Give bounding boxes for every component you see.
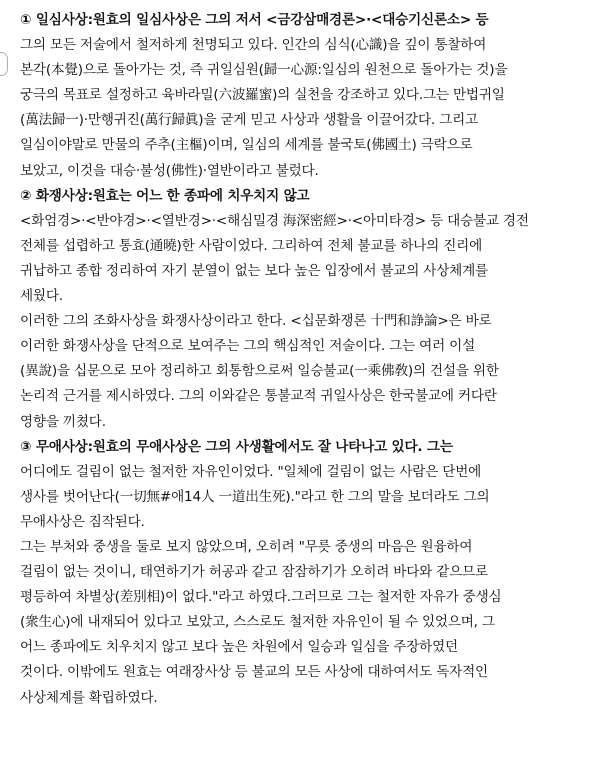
text-line: 그는 부처와 중생을 둘로 보지 않았으며, 오히려 "무릇 중생의 마음은 원융하여: [20, 538, 473, 555]
text-line: 사상체계를 확립하였다.: [20, 689, 158, 706]
heading-hwajaeng: ② 화쟁사상:원효는 어느 한 종파에 치우치지 않고: [20, 187, 310, 204]
text-line: 그의 모든 저술에서 철저하게 천명되고 있다. 인간의 심식(心識)을 깊이 통찰하여: [20, 37, 487, 54]
text-line: 어디에도 걸림이 없는 철저한 자유인이었다. "일체에 걸림이 없는 사람은 단번에: [20, 463, 482, 480]
document-body: [20, 8, 592, 711]
text-line: <화엄경>·<반야경>·<열반경>·<해심밀경 海深密經>·<아미타경> 등 대승불교 경전: [20, 212, 529, 229]
text-line: 본각(本覺)으로 돌아가는 것, 즉 귀일심원(歸一心源:일심의 원천으로 돌아가는 것)을: [20, 62, 508, 79]
text-line: 보았고, 이것을 대승·불성(佛性)·열반이라고 불렀다.: [20, 162, 319, 179]
text-line: 영향을 끼쳤다.: [20, 413, 106, 430]
text-line: 평등하여 차별상(差別相)이 없다."라고 하였다.그러므로 그는 철저한 자유가 중생심: [20, 589, 502, 606]
text-line: (異說)을 십문으로 모아 정리하고 회통함으로써 일승불교(一乘佛敎)의 건설을 위한: [20, 363, 499, 380]
text-line: (萬法歸一)·만행귀진(萬行歸眞)을 굳게 믿고 사상과 생활을 이끌어갔다. 그리고: [20, 112, 478, 129]
heading-one-mind: ① 일심사상:원효의 일심사상은 그의 저서 <금강삼매경론>·<대승기신론소> 등: [20, 12, 489, 28]
text-line: 귀납하고 종합 정리하여 자기 분열이 없는 보다 높은 입장에서 불교의 사상체계를: [20, 262, 488, 279]
text-line: (衆生心)에 내재되어 있다고 보았고, 스스로도 철저한 자유인이 될 수 있었으며, 그: [20, 614, 495, 631]
text-line: 전체를 섭렵하고 통효(通曉)한 사람이었다. 그리하여 전체 불교를 하나의 진리에: [20, 237, 483, 254]
text-line: 궁극의 목표로 설정하고 육바라밀(六波羅蜜)의 실천을 강조하고 있다.그는 만법귀일: [20, 87, 505, 104]
text-line: 생사를 벗어난다(一切無#애14人 一道出生死)."라고 한 그의 말을 보더라도 그의: [20, 488, 490, 505]
edge-bracket-icon: [0, 52, 8, 76]
text-line: 어느 종파에도 치우치지 않고 보다 높은 차원에서 일승과 일심을 주장하였던: [20, 639, 458, 656]
heading-muae: ③ 무애사상:원효의 무애사상은 그의 사생활에서도 잘 나타나고 있다. 그는: [20, 438, 453, 455]
text-line: 것이다. 이밖에도 원효는 여래장사상 등 불교의 모든 사상에 대하여서도 독자적인: [20, 664, 488, 681]
text-line: 이러한 화쟁사상을 단적으로 보여주는 그의 핵심적인 저술이다. 그는 여러 이설: [20, 338, 476, 355]
text-line: 이러한 그의 조화사상을 화쟁사상이라고 한다. <십문화쟁론 十門和諍論>은 바로: [20, 313, 492, 330]
text-line: 논리적 근거를 제시하였다. 그의 이와같은 통불교적 귀일사상은 한국불교에 커다란: [20, 388, 497, 405]
text-line: 걸림이 없는 것이니, 태연하기가 허공과 같고 잠잠하기가 오히려 바다와 같으므로: [20, 564, 488, 581]
text-line: 무애사상은 짐작된다.: [20, 513, 145, 530]
text-line: 일심이야말로 만물의 주추(主樞)이며, 일심의 세계를 불국토(佛國土) 극락으로: [20, 137, 473, 154]
text-line: 세웠다.: [20, 288, 63, 305]
